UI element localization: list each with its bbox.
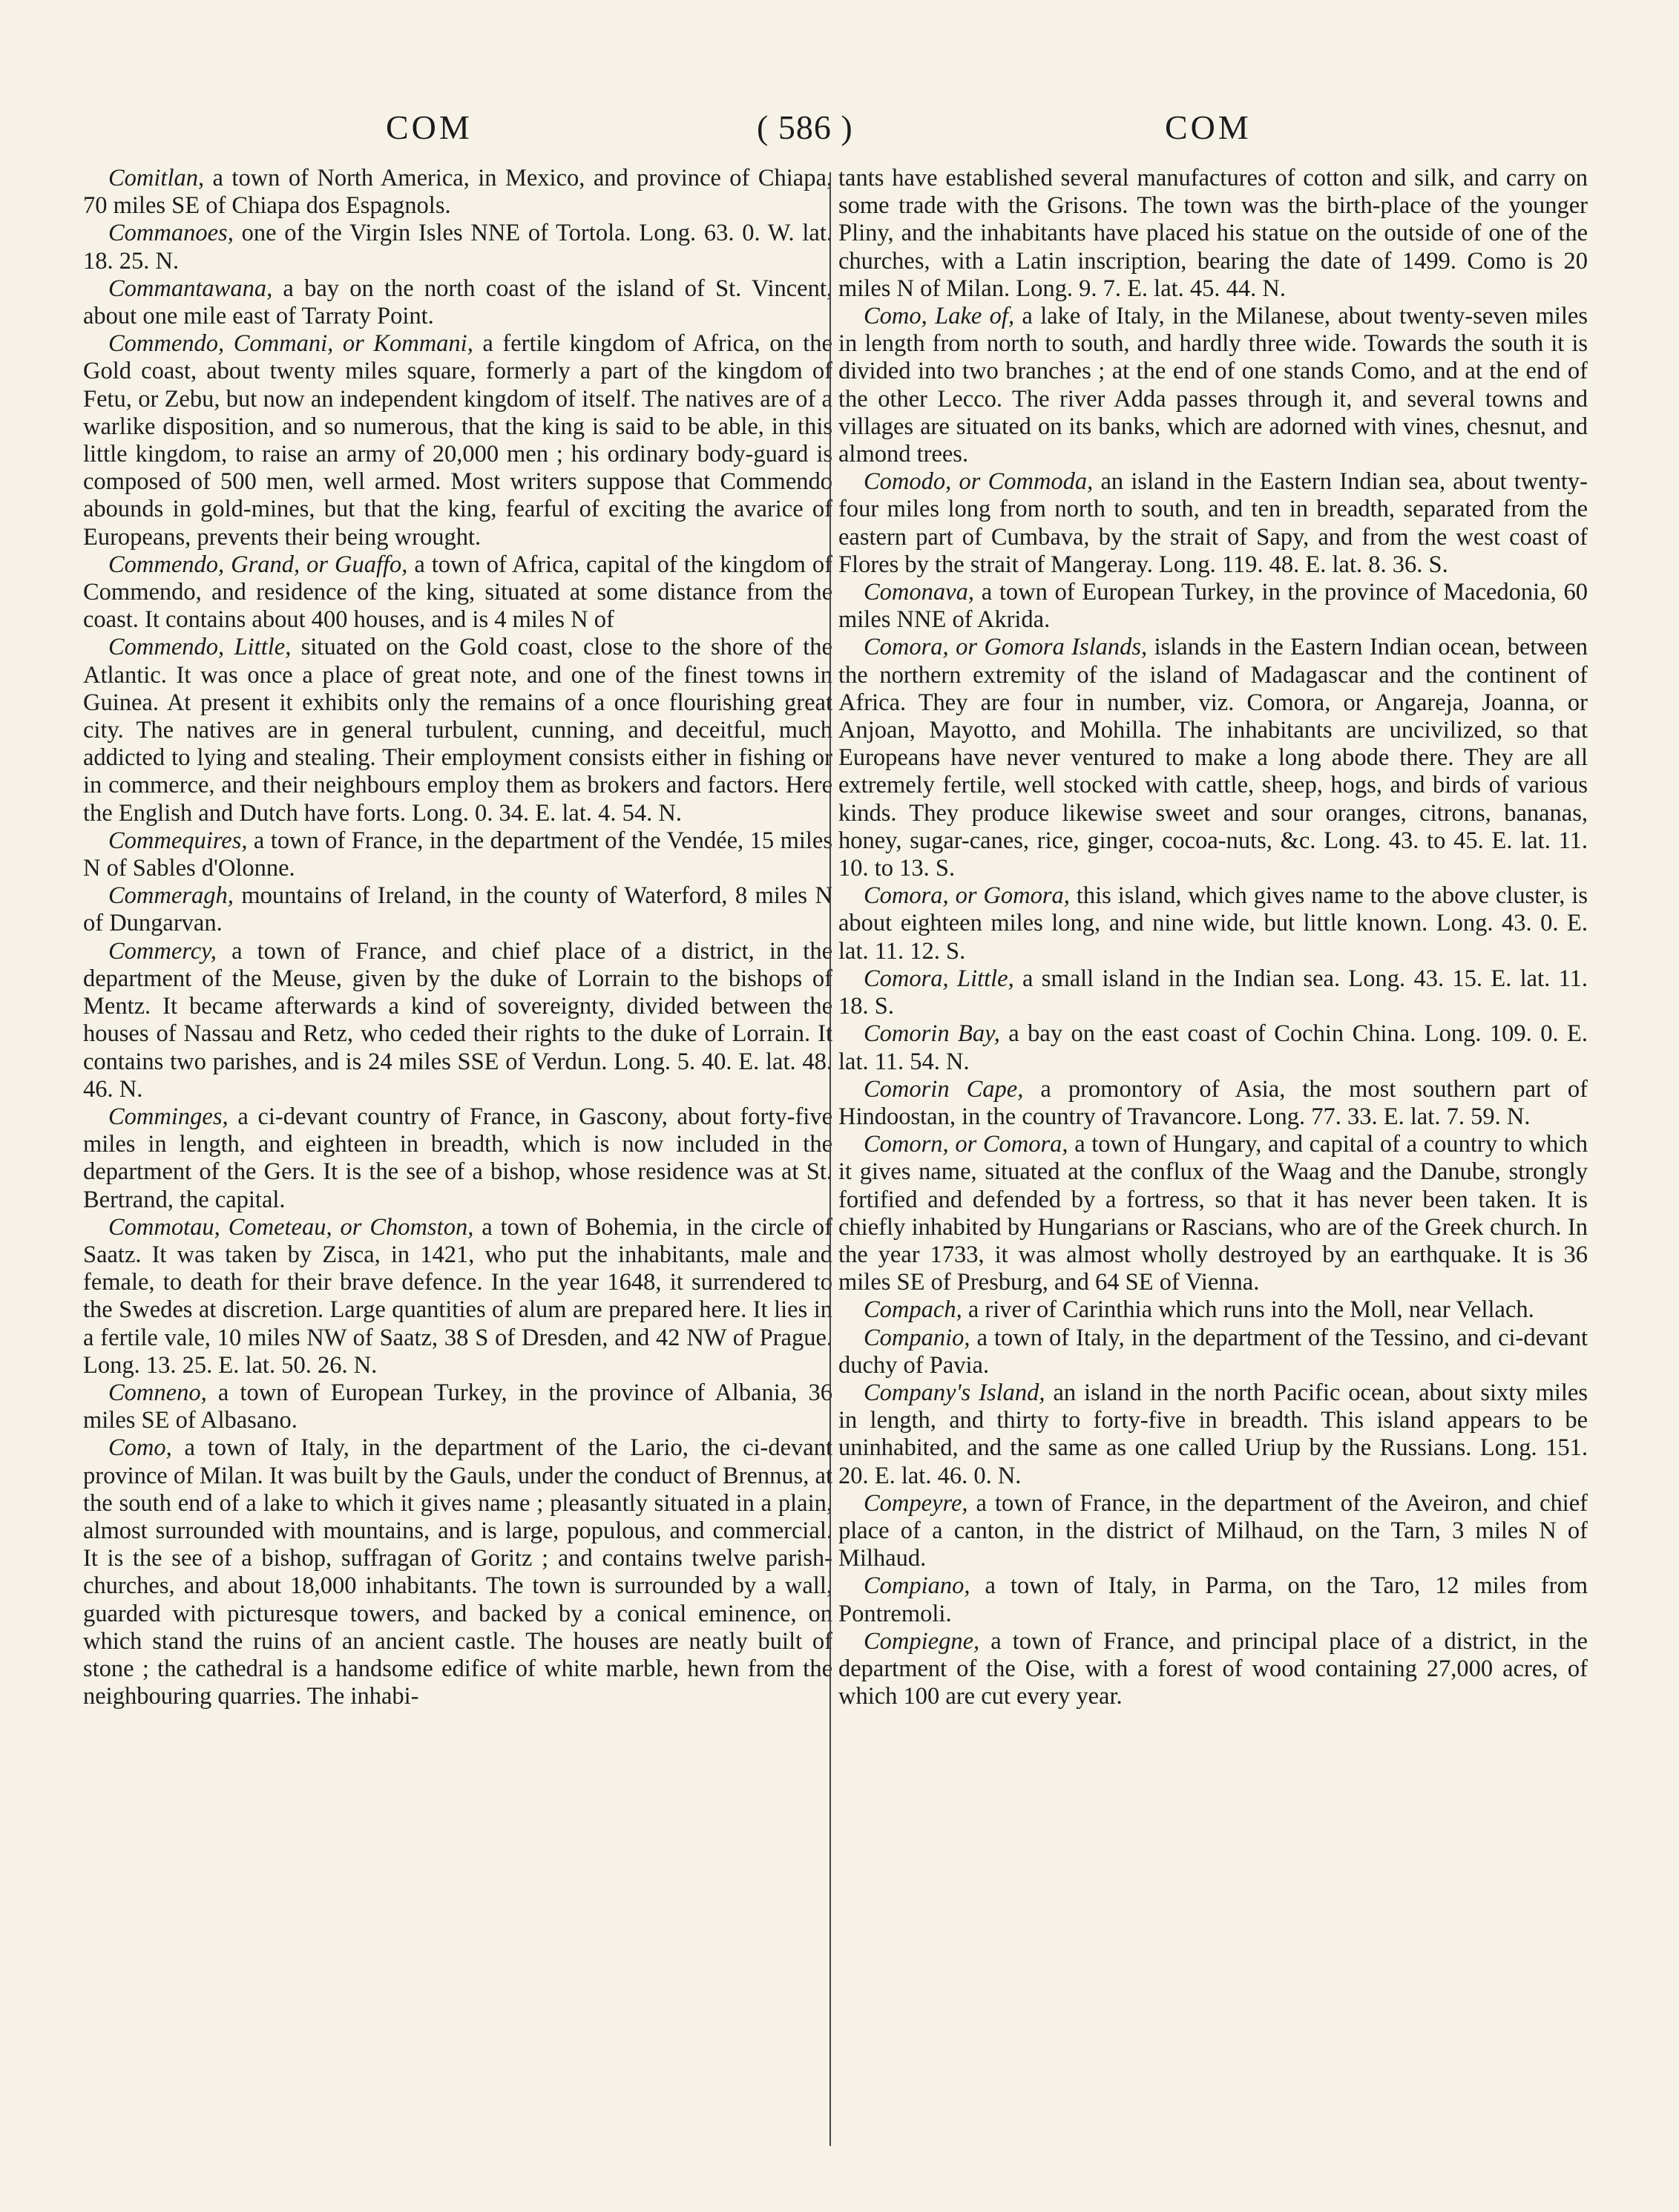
entry-text: a river of Carinthia which runs into the Moll, near Vellach.: [962, 1296, 1534, 1324]
entry-headword: Comonava,: [864, 579, 974, 606]
gazetteer-entry: [83, 938, 832, 1103]
column-divider: [829, 172, 831, 2146]
gazetteer-entry: [838, 579, 1588, 634]
gazetteer-entry: [838, 1325, 1588, 1379]
entry-headword: Comorin Bay,: [864, 1020, 1000, 1048]
entry-headword: Compeyre,: [864, 1489, 968, 1517]
running-header: [0, 108, 1679, 160]
left-column: [83, 165, 832, 1710]
gazetteer-entry: [83, 827, 832, 882]
gazetteer-entry: [83, 330, 832, 551]
entry-headword: Commeragh,: [108, 882, 234, 910]
entry-text: a bay on the east coast of Cochin China. Long. 109. 0. E. lat. 11. 54. N.: [838, 1020, 1588, 1075]
entry-text: islands in the Eastern Indian ocean, between the northern extremity of the island of Madagascar and the continent of Africa. They are four in number, viz. Comora, or Angareja, Joanna, or Anjoan, Mayotto, and Mohilla. The inhabitants are uncivilized, so that Europeans have never ventured to make a long abode there. They are all extremely fertile, well stocked with cattle, sheep, hogs, and birds of various kinds. They produce likewise sweet and sour oranges, citrons, bananas, honey, sugar-canes, rice, ginger, cocoa-nuts, &c. Long. 43. to 45. E. lat. 11. 10. to 13. S.: [838, 634, 1588, 882]
header-right-word: COM: [1165, 108, 1252, 146]
entry-text: a small island in the Indian sea. Long. 43. 15. E. lat. 11. 18. S.: [838, 965, 1588, 1020]
entry-text: mountains of Ireland, in the county of Waterford, 8 miles N of Dungarvan.: [83, 882, 832, 937]
gazetteer-entry: [838, 1076, 1588, 1131]
entry-text: a town of Africa, capital of the kingdom of Commendo, and residence of the king, situated at some distance from the coast. It contains about 400 houses, and is 4 miles N of: [83, 551, 832, 634]
entry-text: a town of Italy, in the department of the Tessino, and ci-devant duchy of Pavia.: [838, 1324, 1588, 1379]
gazetteer-entry: [838, 1490, 1588, 1573]
gazetteer-entry: [838, 1131, 1588, 1296]
entry-text: a lake of Italy, in the Milanese, about twenty-seven miles in length from north to south, and hardly three wide. Towards the south it is divided into two branches ; at the end of one stands Como, and at the end of the other Lecco. The river Adda passes through it, and several towns and villages are situated on its banks, which are adorned with vines, chesnut, and almond trees.: [838, 303, 1588, 468]
entry-text: a town of European Turkey, in the province of Macedonia, 60 miles NNE of Akrida.: [838, 579, 1588, 634]
entry-text: this island, which gives name to the above cluster, is about eighteen miles long, and nine wide, but little known. Long. 43. 0. E. lat. 11. 12. S.: [838, 882, 1588, 965]
entry-text: situated on the Gold coast, close to the shore of the Atlantic. It was once a place of great note, and one of the finest towns in Guinea. At present it exhibits only the remains of a once flourishing great city. The natives are in general turbulent, cunning, and deceitful, much addicted to lying and stealing. Their employment consists either in fishing or in commerce, and their neighbours employ them as brokers and factors. Here the English and Dutch have forts. Long. 0. 34. E. lat. 4. 54. N.: [83, 634, 832, 827]
entry-headword: Comora, or Gomora,: [864, 882, 1070, 910]
entry-headword: Commanoes,: [108, 220, 234, 247]
gazetteer-entry: [83, 634, 832, 827]
entry-text: an island in the Eastern Indian sea, about twenty-four miles long from north to south, and ten in breadth, separated from the eastern part of Cumbava, by the strait of Sapy, and from the west coast of Flores by the strait of Mangeray. Long. 119. 48. E. lat. 8. 36. S.: [838, 468, 1588, 578]
entry-headword: Como, Lake of,: [864, 303, 1015, 330]
entry-headword: Comminges,: [108, 1103, 229, 1130]
entry-headword: Comorn, or Comora,: [864, 1131, 1068, 1158]
entry-headword: Como,: [108, 1434, 172, 1462]
entry-text: a fertile kingdom of Africa, on the Gold coast, about twenty miles square, formerly a part of the kingdom of Fetu, or Zebu, but now an independent kingdom of itself. The natives are of a warlike disposition, and so numerous, that the king is said to be able, in this little kingdom, to raise an army of 20,000 men ; his ordinary body-guard is composed of 500 men, well armed. Most writers suppose that Commendo abounds in gold-mines, but that the king, fearful of exciting the avarice of Europeans, prevents their being wrought.: [83, 330, 832, 551]
entry-text: a town of France, and principal place of a district, in the department of the Oise, with a forest of wood containing 27,000 acres, of which 100 are cut every year.: [838, 1627, 1588, 1710]
gazetteer-entry: [83, 1434, 832, 1710]
gazetteer-entry: [838, 1020, 1588, 1075]
entry-headword: Commendo, Grand, or Guaffo,: [108, 551, 408, 578]
gazetteer-entry: [838, 634, 1588, 882]
entry-headword: Comodo, or Commoda,: [864, 468, 1094, 496]
entry-headword: Commendo, Commani, or Kommani,: [108, 330, 473, 358]
entry-text: a town of Hungary, and capital of a country to which it gives name, situated at the conflux of the Waag and the Danube, strongly fortified and defended by a fortress, so that it has never been taken. It is chiefly inhabited by Hungarians or Rascians, who are of the Greek church. In the year 1733, it was almost wholly destroyed by an earthquake. It is 36 miles SE of Presburg, and 64 SE of Vienna.: [838, 1131, 1588, 1296]
gazetteer-entry: [838, 165, 1588, 303]
entry-headword: Comorin Cape,: [864, 1075, 1024, 1103]
gazetteer-entry: [838, 468, 1588, 579]
entry-headword: Company's Island,: [864, 1379, 1045, 1406]
entry-text: tants have established several manufactures of cotton and silk, and carry on some trade with the Grisons. The town was the birth-place of the younger Pliny, and the inhabitants have placed his statue on the outside of one of the churches, with a Latin inscription, bearing the date of 1499. Como is 20 miles N of Milan. Long. 9. 7. E. lat. 45. 44. N.: [838, 165, 1588, 302]
entry-text: a town of France, in the department of the Aveiron, and chief place of a canton, in the district of Milhaud, on the Tarn, 3 miles N of Milhaud.: [838, 1489, 1588, 1572]
entry-text: a town of European Turkey, in the province of Albania, 36 miles SE of Albasano.: [83, 1379, 832, 1434]
entry-headword: Comora, or Gomora Islands,: [864, 634, 1148, 661]
entry-headword: Commendo, Little,: [108, 634, 292, 661]
gazetteer-entry: [83, 1103, 832, 1214]
header-left-word: COM: [386, 108, 473, 146]
entry-text: a ci-devant country of France, in Gascony, about forty-five miles in length, and eighteen in breadth, which is now included in the department of the Gers. It is the see of a bishop, whose residence was at St. Bertrand, the capital.: [83, 1103, 832, 1213]
entry-headword: Compiano,: [864, 1572, 970, 1600]
gazetteer-entry: [838, 303, 1588, 468]
entry-text: one of the Virgin Isles NNE of Tortola. Long. 63. 0. W. lat. 18. 25. N.: [83, 220, 832, 275]
entry-text: a town of Bohemia, in the circle of Saatz. It was taken by Zisca, in 1421, who put the inhabitants, male and female, to death for their brave defence. In the year 1648, it surrendered to the Swedes at discretion. Large quantities of alum are prepared here. It lies in a fertile vale, 10 miles NW of Saatz, 38 S of Dresden, and 42 NW of Prague. Long. 13. 25. E. lat. 50. 26. N.: [83, 1213, 832, 1379]
right-column: [838, 165, 1588, 1710]
entry-text: a promontory of Asia, the most southern part of Hindoostan, in the country of Travancore. Long. 77. 33. E. lat. 7. 59. N.: [838, 1075, 1588, 1130]
entry-headword: Companio,: [864, 1324, 970, 1351]
gazetteer-entry: [838, 965, 1588, 1020]
gazetteer-entry: [838, 882, 1588, 965]
entry-headword: Commercy,: [108, 937, 217, 965]
gazetteer-entry: [83, 551, 832, 634]
gazetteer-entry: [83, 882, 832, 937]
entry-headword: Comitlan,: [108, 165, 205, 191]
entry-headword: Compiegne,: [864, 1627, 980, 1655]
entry-text: a town of Italy, in Parma, on the Taro, 12 miles from Pontremoli.: [838, 1572, 1588, 1627]
page-number: ( 586 ): [757, 108, 853, 146]
entry-text: a town of France, in the department of the Vendée, 15 miles N of Sables d'Olonne.: [83, 827, 832, 882]
gazetteer-entry: [838, 1628, 1588, 1711]
gazetteer-entry: [83, 1379, 832, 1434]
entry-text: a town of Italy, in the department of the Lario, the ci-devant province of Milan. It was built by the Gauls, under the conduct of Brennus, at the south end of a lake to which it gives name ; pleasantly situated in a plain, almost surrounded with mountains, and is large, populous, and commercial. It is the see of a bishop, suffragan of Goritz ; and contains twelve parish-churches, and about 18,000 inhabitants. The town is surrounded by a wall, guarded with picturesque towers, and backed by a conical eminence, on which stand the ruins of an ancient castle. The houses are neatly built of stone ; the cathedral is a handsome edifice of white marble, hewn from the neighbouring quarries. The inhabi-: [83, 1434, 832, 1710]
gazetteer-entry: [83, 220, 832, 275]
entry-headword: Comneno,: [108, 1379, 207, 1406]
entry-headword: Comora, Little,: [864, 965, 1014, 992]
gazetteer-entry: [83, 275, 832, 330]
gazetteer-entry: [83, 1214, 832, 1379]
gazetteer-entry: [838, 1572, 1588, 1627]
gazetteer-entry: [838, 1296, 1588, 1324]
entry-text: a town of North America, in Mexico, and province of Chiapa, 70 miles SE of Chiapa dos Espagnols.: [83, 165, 832, 220]
entry-headword: Compach,: [864, 1296, 962, 1324]
entry-headword: Commequires,: [108, 827, 248, 854]
gazetteer-entry: [83, 165, 832, 220]
gazetteer-entry: [838, 1379, 1588, 1490]
entry-text: an island in the north Pacific ocean, about sixty miles in length, and thirty to forty-five in breadth. This island appears to be uninhabited, and the same as one called Uriup by the Russians. Long. 151. 20. E. lat. 46. 0. N.: [838, 1379, 1588, 1489]
entry-headword: Commantawana,: [108, 275, 273, 302]
entry-text: a town of France, and chief place of a district, in the department of the Meuse, given by the duke of Lorrain to the bishops of Mentz. It became afterwards a kind of sovereignty, divided between the houses of Nassau and Retz, who ceded their rights to the duke of Lorrain. It contains two parishes, and is 24 miles SSE of Verdun. Long. 5. 40. E. lat. 48. 46. N.: [83, 937, 832, 1103]
entry-text: a bay on the north coast of the island of St. Vincent, about one mile east of Tarraty Point.: [83, 275, 832, 330]
entry-headword: Commotau, Cometeau, or Chomston,: [108, 1213, 474, 1241]
